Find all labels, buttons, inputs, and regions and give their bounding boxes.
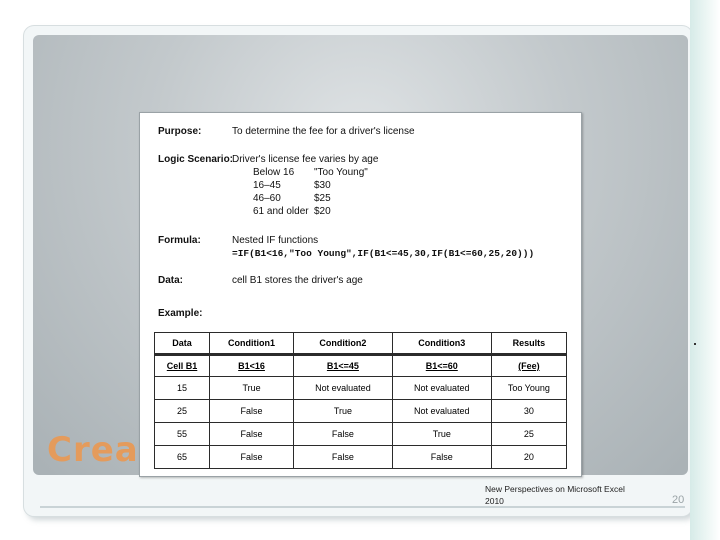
purpose-label: Purpose: xyxy=(158,126,202,137)
footer-line: 2010 xyxy=(485,496,504,506)
table-cell xyxy=(392,355,491,377)
table-cell: 65 xyxy=(155,446,210,469)
edge-mark xyxy=(694,343,696,345)
page-number: 20 xyxy=(672,494,685,506)
table-header: Condition1 xyxy=(210,333,294,355)
table-cell: 25 xyxy=(155,400,210,423)
formula-code: =IF(B1<16,"Too Young",IF(B1<=45,30,IF(B1<=60,25,20))) xyxy=(232,248,535,259)
logic-label: Logic Scenario: xyxy=(158,154,234,165)
table-cell xyxy=(210,355,294,377)
table-cell: Not evaluated xyxy=(392,377,491,400)
logic-text: Driver's license fee varies by age xyxy=(232,154,379,165)
example-label: Example: xyxy=(158,308,203,319)
table-cell xyxy=(491,355,566,377)
table-cell: 20 xyxy=(491,446,566,469)
example-table xyxy=(154,332,567,469)
document-figure xyxy=(139,112,582,477)
table-cell: Not evaluated xyxy=(392,400,491,423)
table-cell xyxy=(155,355,210,377)
table-row xyxy=(155,400,567,423)
table-cell: False xyxy=(210,423,294,446)
table-header: Condition2 xyxy=(294,333,393,355)
table-header: Data xyxy=(155,333,210,355)
purpose-text: To determine the fee for a driver's license xyxy=(232,126,415,137)
table-cell: True xyxy=(210,377,294,400)
footer-line: New Perspectives on Microsoft Excel xyxy=(485,484,625,494)
table-header: Results xyxy=(491,333,566,355)
scenario-fee: "Too Young" xyxy=(314,167,368,178)
subheader-text: B1<=60 xyxy=(425,361,458,371)
table-cell: 15 xyxy=(155,377,210,400)
scenario-age: Below 16 xyxy=(253,167,295,178)
slide-title: Crea xyxy=(47,430,139,470)
scenario-fee: $20 xyxy=(314,206,331,217)
data-label: Data: xyxy=(158,275,184,286)
table-cell: True xyxy=(294,400,393,423)
formula-text: Nested IF functions xyxy=(232,235,319,246)
subheader-text: (Fee) xyxy=(518,361,540,371)
table-cell: 25 xyxy=(491,423,566,446)
formula-label: Formula: xyxy=(158,235,201,246)
subheader-text: B1<16 xyxy=(238,361,265,371)
table-cell: True xyxy=(392,423,491,446)
subheader-text: B1<=45 xyxy=(326,361,359,371)
table-row xyxy=(155,423,567,446)
table-cell xyxy=(294,355,393,377)
table-row xyxy=(155,446,567,469)
table-cell: False xyxy=(294,446,393,469)
edge-strip xyxy=(690,0,720,540)
slide-footer xyxy=(485,483,655,507)
table-header: Condition3 xyxy=(392,333,491,355)
scenario-age: 46–60 xyxy=(253,193,281,204)
table-cell: 30 xyxy=(491,400,566,423)
table-cell: Too Young xyxy=(491,377,566,400)
table-cell: False xyxy=(392,446,491,469)
table-cell: False xyxy=(210,446,294,469)
scenario-age: 16–45 xyxy=(253,180,281,191)
scenario-fee: $30 xyxy=(314,180,331,191)
table-row xyxy=(155,377,567,400)
subheader-text: Cell B1 xyxy=(166,361,198,371)
scenario-age: 61 and older xyxy=(253,206,309,217)
table-header-row xyxy=(155,333,567,355)
scenario-fee: $25 xyxy=(314,193,331,204)
table-cell: False xyxy=(210,400,294,423)
data-text: cell B1 stores the driver's age xyxy=(232,275,363,286)
table-subheader-row xyxy=(155,355,567,377)
table-cell: 55 xyxy=(155,423,210,446)
table-cell: Not evaluated xyxy=(294,377,393,400)
table-cell: False xyxy=(294,423,393,446)
